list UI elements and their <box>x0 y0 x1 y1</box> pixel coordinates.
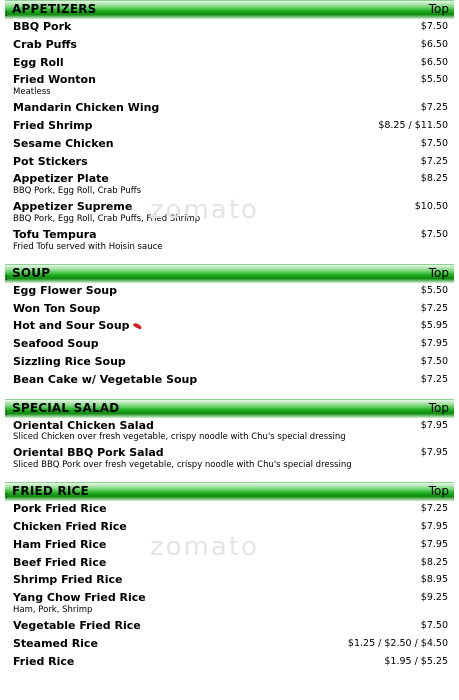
menu-item-row <box>13 72 448 90</box>
item-name <box>13 373 197 386</box>
item-price: $7.95 <box>420 447 448 459</box>
item-list <box>0 418 459 474</box>
menu-item <box>13 136 448 154</box>
item-name-text: Crab Puffs <box>13 37 77 51</box>
menu-item-row <box>13 283 448 301</box>
item-price: $7.25 <box>420 373 448 385</box>
item-name <box>13 502 107 515</box>
item-price: $8.25 <box>420 556 448 568</box>
top-link[interactable]: Top <box>428 400 449 415</box>
item-name <box>13 637 98 650</box>
menu-item <box>13 590 448 618</box>
menu-item-row <box>13 418 448 436</box>
item-name <box>13 655 74 668</box>
item-description: BBQ Pork, Egg Roll, Crab Puffs, Fried Shrimp <box>13 213 201 224</box>
item-name <box>13 155 88 168</box>
item-name-text: Bean Cake w/ Vegetable Soup <box>13 372 198 386</box>
menu-section <box>0 264 459 390</box>
menu-item <box>13 283 448 301</box>
item-name <box>13 73 96 86</box>
item-name-text: Sizzling Rice Soup <box>13 354 126 368</box>
item-description: BBQ Pork, Egg Roll, Crab Puffs <box>13 186 141 197</box>
menu-item-row <box>13 354 448 372</box>
item-name-text: Steamed Rice <box>13 636 98 650</box>
menu-item <box>13 318 448 336</box>
item-name <box>13 319 142 332</box>
item-name-text: Oriental Chicken Salad <box>13 418 154 432</box>
menu-item-row <box>13 501 448 519</box>
section-gap <box>0 390 459 399</box>
item-price: $5.50 <box>420 284 448 296</box>
item-name-text: Hot and Sour Soup <box>13 319 130 333</box>
item-price: $7.50 <box>420 228 448 240</box>
item-name-text: Fried Rice <box>13 654 75 668</box>
item-name-text: Yang Chow Fried Rice <box>13 591 146 605</box>
menu-item-row <box>13 654 448 672</box>
menu-item-row <box>13 636 448 654</box>
section-header <box>5 482 454 501</box>
item-name <box>13 228 97 241</box>
menu-item <box>13 354 448 372</box>
item-price: $7.95 <box>420 520 448 532</box>
menu-item-row <box>13 572 448 590</box>
menu-item <box>13 118 448 136</box>
section-header <box>5 399 454 418</box>
section-title: FRIED RICE <box>12 484 89 499</box>
item-name <box>13 101 159 114</box>
section-title-colon: : <box>5 272 9 283</box>
menu-item <box>13 227 448 255</box>
item-name-text: Shrimp Fried Rice <box>13 573 123 587</box>
item-name-text: Tofu Tempura <box>13 227 97 241</box>
item-name <box>13 137 114 150</box>
section-title: APPETIZERS <box>12 2 97 16</box>
item-name-text: Ham Fried Rice <box>13 537 107 551</box>
menu-section <box>0 482 459 671</box>
item-price: $8.25 / $11.50 <box>378 119 448 131</box>
menu-item-row <box>13 590 448 608</box>
item-name-text: Oriental BBQ Pork Salad <box>13 446 164 460</box>
menu-item <box>13 501 448 519</box>
item-price: $7.25 <box>420 102 448 114</box>
watermark: zomato <box>150 195 259 225</box>
item-name-text: Chicken Fried Rice <box>13 519 127 533</box>
section-title: SPECIAL SALAD <box>12 400 120 415</box>
item-name-text: Pork Fried Rice <box>13 502 107 516</box>
watermark-lower: zomato <box>150 532 259 562</box>
item-price: $8.95 <box>420 574 448 586</box>
item-name-text: Appetizer Plate <box>13 172 109 186</box>
item-description: Meatless <box>13 87 51 98</box>
menu-item-row <box>13 171 448 189</box>
item-price: $7.50 <box>420 619 448 631</box>
item-name-text: Won Ton Soup <box>13 301 101 315</box>
item-price: $9.25 <box>420 592 448 604</box>
item-name <box>13 520 127 533</box>
item-name <box>13 200 132 213</box>
item-price: $5.50 <box>420 74 448 86</box>
menu-item-row <box>13 136 448 154</box>
item-name <box>13 302 100 315</box>
item-name <box>13 556 106 569</box>
menu-item-row <box>13 118 448 136</box>
menu-item <box>13 37 448 55</box>
menu-item-row <box>13 227 448 245</box>
item-name-text: Egg Roll <box>13 55 64 69</box>
item-name-text: Pot Stickers <box>13 154 88 168</box>
item-name-text: BBQ Pork <box>13 20 72 33</box>
item-name-text: Egg Flower Soup <box>13 283 117 297</box>
item-name-text: Fried Shrimp <box>13 118 93 132</box>
menu-item-row <box>13 19 448 37</box>
item-price: $6.50 <box>420 38 448 50</box>
menu-item-row <box>13 318 448 336</box>
top-link[interactable]: Top <box>428 2 449 16</box>
item-name <box>13 20 71 33</box>
item-name <box>13 619 141 632</box>
top-link[interactable]: Top <box>428 265 449 280</box>
top-link[interactable]: Top <box>428 484 449 499</box>
section-title-colon: : <box>5 407 9 418</box>
item-description: Sliced Chicken over fresh vegetable, crispy noodle with Chu's special dressing <box>13 432 346 443</box>
item-name-text: Beef Fried Rice <box>13 555 107 569</box>
menu-item <box>13 100 448 118</box>
menu-item <box>13 445 448 473</box>
item-description: Fried Tofu served with Hoisin sauce <box>13 241 163 252</box>
item-name-text: Fried Wonton <box>13 73 96 87</box>
section-title-colon: : <box>5 491 9 502</box>
item-name-text: Seafood Soup <box>13 337 99 351</box>
item-name <box>13 38 77 51</box>
item-name <box>13 119 92 132</box>
item-price: $7.95 <box>420 538 448 550</box>
item-name <box>13 337 99 350</box>
item-name <box>13 284 117 297</box>
item-price: $7.25 <box>420 503 448 515</box>
item-name <box>13 419 154 432</box>
menu-item <box>13 618 448 636</box>
item-name <box>13 538 106 551</box>
menu-item-row <box>13 154 448 172</box>
item-price: $8.25 <box>420 173 448 185</box>
menu-item <box>13 336 448 354</box>
item-description: Sliced BBQ Pork over fresh vegetable, crispy noodle with Chu's special dressing <box>13 460 352 471</box>
menu-item <box>13 301 448 319</box>
menu-item <box>13 372 448 390</box>
item-name-text: Vegetable Fried Rice <box>13 618 141 632</box>
item-price: $7.25 <box>420 302 448 314</box>
item-name <box>13 355 126 368</box>
menu-item-row <box>13 445 448 463</box>
menu-item <box>13 572 448 590</box>
item-name <box>13 172 109 185</box>
section-header <box>5 264 454 283</box>
menu-item <box>13 654 448 672</box>
item-name-text: Appetizer Supreme <box>13 200 133 214</box>
menu-item <box>13 418 448 446</box>
menu-section <box>0 399 459 474</box>
menu-item <box>13 154 448 172</box>
item-name <box>13 591 146 604</box>
item-price: $5.95 <box>420 320 448 332</box>
menu-item-row <box>13 336 448 354</box>
menu-item-row <box>13 301 448 319</box>
chili-pepper-icon <box>132 323 142 330</box>
item-price: $7.95 <box>420 338 448 350</box>
section-title-colon: : <box>5 9 9 19</box>
section-gap <box>0 255 459 264</box>
item-name <box>13 56 64 69</box>
item-name-text: Mandarin Chicken Wing <box>13 101 160 115</box>
item-price: $7.50 <box>420 137 448 149</box>
item-price: $7.50 <box>420 355 448 367</box>
section-gap <box>0 473 459 482</box>
item-price: $1.95 / $5.25 <box>384 655 448 667</box>
menu-item <box>13 55 448 73</box>
section-header <box>5 0 454 19</box>
item-price: $7.95 <box>420 419 448 431</box>
item-description: Ham, Pork, Shrimp <box>13 604 93 615</box>
menu-item-row <box>13 37 448 55</box>
menu-item-row <box>13 618 448 636</box>
item-list <box>0 283 459 390</box>
menu-item-row <box>13 100 448 118</box>
item-price: $10.50 <box>414 201 448 213</box>
menu-item <box>13 19 448 37</box>
menu-item <box>13 636 448 654</box>
item-price: $7.25 <box>420 155 448 167</box>
item-name-text: Sesame Chicken <box>13 136 114 150</box>
item-name <box>13 573 123 586</box>
menu-item-row <box>13 55 448 73</box>
item-list <box>0 501 459 671</box>
menu-item-row <box>13 372 448 390</box>
menu-item <box>13 72 448 100</box>
item-price: $7.50 <box>420 21 448 32</box>
item-price: $6.50 <box>420 56 448 68</box>
item-name <box>13 446 164 459</box>
item-price: $1.25 / $2.50 / $4.50 <box>347 637 448 649</box>
section-title: SOUP <box>12 265 51 280</box>
